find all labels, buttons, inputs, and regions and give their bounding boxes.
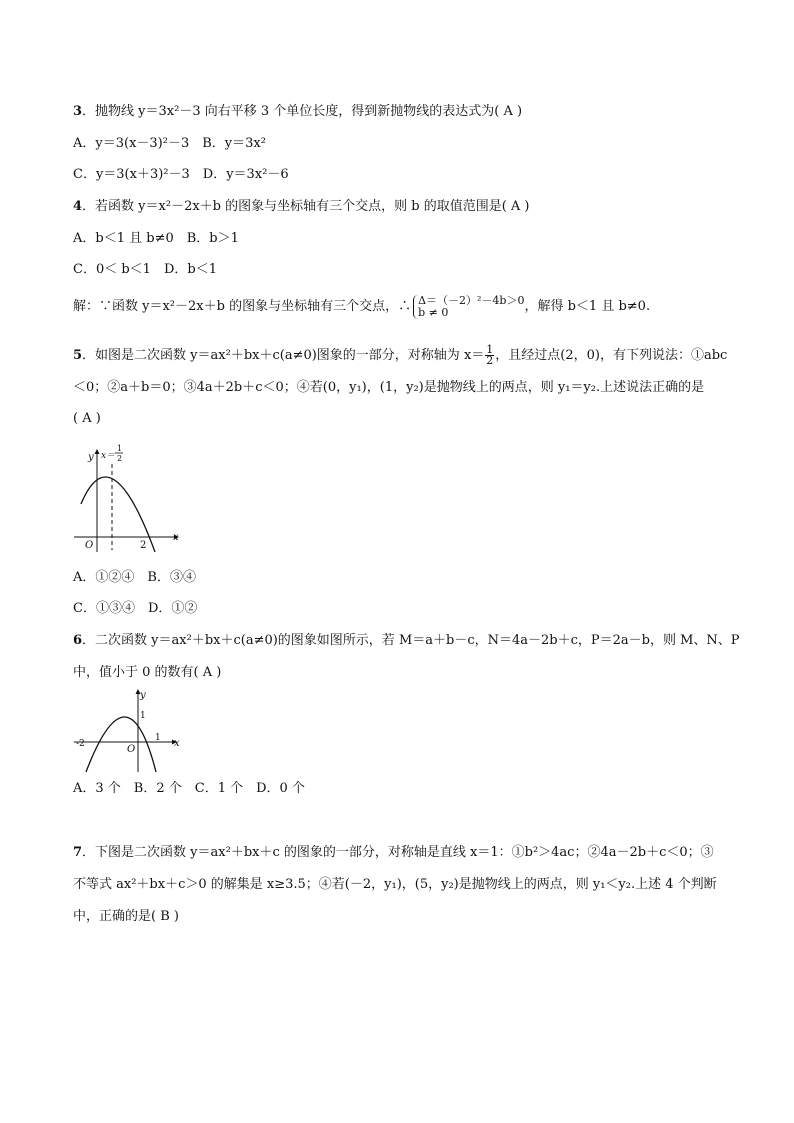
q5-axis-eq-label: x＝ <box>101 451 116 461</box>
q6-y-label: y <box>140 690 146 701</box>
q3-options-cd: C．y＝3(x＋3)²－3 D．y＝3x²－6 <box>73 167 289 182</box>
q4-system-brace <box>413 295 524 319</box>
q7-stem-line3: 中，正确的是( B ) <box>73 909 179 924</box>
q7-stem-text: ．下图是二次函数 y＝ax²＋bx＋c 的图象的一部分，对称轴是直线 x＝1：①b²＞4ac；②4a－2b＋c＜0；③ <box>82 845 714 860</box>
q5-axis-fraction <box>485 345 494 366</box>
q4-system-line2: b ≠ 0 <box>418 305 449 319</box>
q4-options-ab: A．b＜1 且 b≠0 B．b＞1 <box>73 231 239 246</box>
q6-stem <box>73 633 740 649</box>
q5-axis-num: 1 <box>486 343 494 356</box>
q6-stem-line2: 中，值小于 0 的数有( A ) <box>73 665 222 680</box>
q5-stem-b: ，且经过点(2，0)，有下列说法：①abc <box>495 348 728 363</box>
q6-tick-y1-label: 1 <box>140 711 146 721</box>
q4-solution-prefix: 解：∵函数 y＝x²－2x＋b 的图象与坐标轴有三个交点，∴ <box>73 299 412 314</box>
q4-stem <box>73 199 530 215</box>
q6-number: 6 <box>73 633 83 648</box>
q7-number: 7 <box>73 845 83 860</box>
q5-options-cd: C．①③④ D．①② <box>73 601 198 616</box>
q4-solution-suffix: ，解得 b＜1 且 b≠0. <box>524 299 651 314</box>
q3-options-ab: A．y＝3(x－3)²－3 B．y＝3x² <box>73 136 266 151</box>
q5-parabola-graph <box>70 438 190 554</box>
q5-number: 5 <box>73 348 83 363</box>
q4-stem-text: ．若函数 y＝x²－2x＋b 的图象与坐标轴有三个交点，则 b 的取值范围是( A ) <box>82 199 530 214</box>
q4-options-cd: C．0＜ b＜1 D．b＜1 <box>73 262 217 277</box>
q6-stem-text: ．二次函数 y＝ax²＋bx＋c(a≠0)的图象如图所示，若 M＝a＋b－c，N＝4a－2b＋c，P＝2a－b，则 M、N、P <box>82 633 740 648</box>
q6-tick-1-label: 1 <box>155 733 161 743</box>
q5-axis-num-label: 1 <box>117 444 123 453</box>
q6-parabola-curve <box>86 717 156 772</box>
q5-y-label: y <box>88 452 94 463</box>
q7-stem-line2: 不等式 ax²＋bx＋c＞0 的解集是 x≥3.5；④若(－2，y₁)，(5，y₂)是抛物线上的两点，则 y₁＜y₂.上述 4 个判断 <box>73 877 717 892</box>
q5-stem <box>73 344 727 368</box>
q5-x-label: x <box>173 532 179 543</box>
q5-y-arrow <box>95 449 100 454</box>
q6-origin-label: O <box>127 744 136 755</box>
q3-number: 3 <box>73 104 83 119</box>
q5-axis-den: 2 <box>486 354 494 367</box>
q6-x-label: x <box>174 738 180 749</box>
q4-solution <box>73 294 650 320</box>
q6-options: A．3 个 B．2 个 C．1 个 D．0 个 <box>73 781 305 796</box>
q4-system-line1: Δ＝（－2）²－4b＞0 <box>418 293 525 307</box>
q6-tick-neg2-label: -2 <box>76 739 85 749</box>
q7-stem <box>73 845 714 861</box>
q5-axis-den-label: 2 <box>117 454 123 463</box>
q5-stem-line2: ＜0；②a＋b＝0；③4a＋2b＋c＜0；④若(0，y₁)，(1，y₂)是抛物线上的两点，则 y₁＝y₂.上述说法正确的是 <box>73 380 705 395</box>
q5-tick-2-label: 2 <box>140 540 147 551</box>
q5-options-ab: A．①②④ B．③④ <box>73 570 196 585</box>
q5-origin-label: O <box>85 540 94 551</box>
q6-parabola-graph <box>72 688 184 774</box>
q4-number: 4 <box>73 199 83 214</box>
q5-stem-a: ．如图是二次函数 y＝ax²＋bx＋c(a≠0)图象的一部分，对称轴为 x＝ <box>82 348 485 363</box>
q5-stem-line3: ( A ) <box>73 411 101 426</box>
q3-stem-text: ．抛物线 y＝3x²－3 向右平移 3 个单位长度，得到新抛物线的表达式为( A ) <box>82 104 523 119</box>
q3-stem <box>73 104 522 120</box>
